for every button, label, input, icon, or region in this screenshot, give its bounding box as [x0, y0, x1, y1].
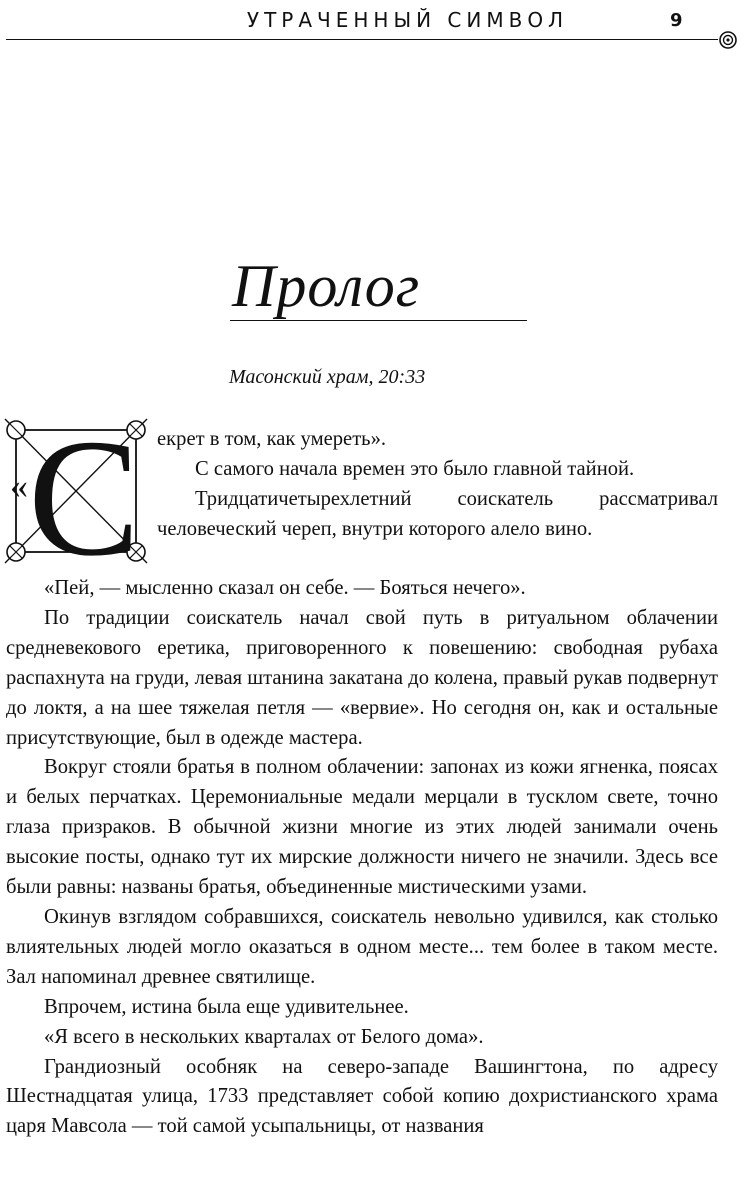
- header-rule: [6, 39, 718, 40]
- title-underline: [230, 320, 527, 321]
- main-text: [6, 574, 718, 1200]
- lead-paragraph: С самого начала времен это было главной тайной.: [195, 457, 635, 480]
- chapter-subtitle: Масонский храм, 20:33: [229, 366, 426, 388]
- body-paragraph: Грандиозный особняк на северо-западе Вашингтона, по адресу Шестнадцатая улица, 1733 представляет собой копию дохристианского храма царя Мавсола — той самой усыпальницы, от названия: [6, 1055, 718, 1138]
- running-head: [0, 0, 749, 52]
- running-title: УТРАЧЕННЫЙ СИМВОЛ: [246, 8, 569, 32]
- body-paragraph: «Я всего в нескольких кварталах от Белого дома».: [44, 1025, 484, 1048]
- lead-paragraph: екрет в том, как умереть».: [157, 428, 387, 450]
- body-paragraph: «Пей, — мысленно сказал он себе. — Бояться нечего».: [44, 577, 526, 599]
- page-number: 9: [670, 10, 683, 31]
- lead-text: [157, 425, 718, 545]
- body-paragraph: Вокруг стояли братья в полном облачении: запонах из кожи ягненка, поясах и белых перчатках. Церемониальные медали мерцали в тусклом свете, точно глаза призраков. В обычной жизни многие из этих людей занимали очень высокие посты, однако тут их мирские должности ничего не значили. Здесь все были равны: названы братья, объединенные мистическими узами.: [6, 756, 718, 899]
- dropcap-letter: С: [27, 418, 141, 564]
- body-paragraph: Впрочем, истина была еще удивительнее.: [44, 995, 409, 1018]
- body-paragraph: По традиции соискатель начал свой путь в ритуальном облачении средневекового еретика, приговоренного к повешению: свободная рубаха распахнута на груди, левая штанина закатана до колена, правый рукав подвернут до локтя, а на шее тяжелая петля — «вервие». Но сегодня он, как и остальные присутствующие, был в одежде мастера.: [6, 606, 718, 749]
- spiral-ornament-icon: [716, 30, 740, 50]
- body-paragraph: Окинув взглядом собравшихся, соискатель невольно удивился, как столько влиятельных людей могло оказаться в одном месте... тем более в таком месте. Зал напоминал древнее святилище.: [6, 905, 718, 988]
- chapter-title: Пролог: [232, 253, 421, 319]
- lead-paragraph: Тридцатичетырехлетний соискатель рассматривал человеческий череп, внутри которого алело вино.: [157, 487, 718, 540]
- dropcap-quote-mark: «: [10, 466, 28, 506]
